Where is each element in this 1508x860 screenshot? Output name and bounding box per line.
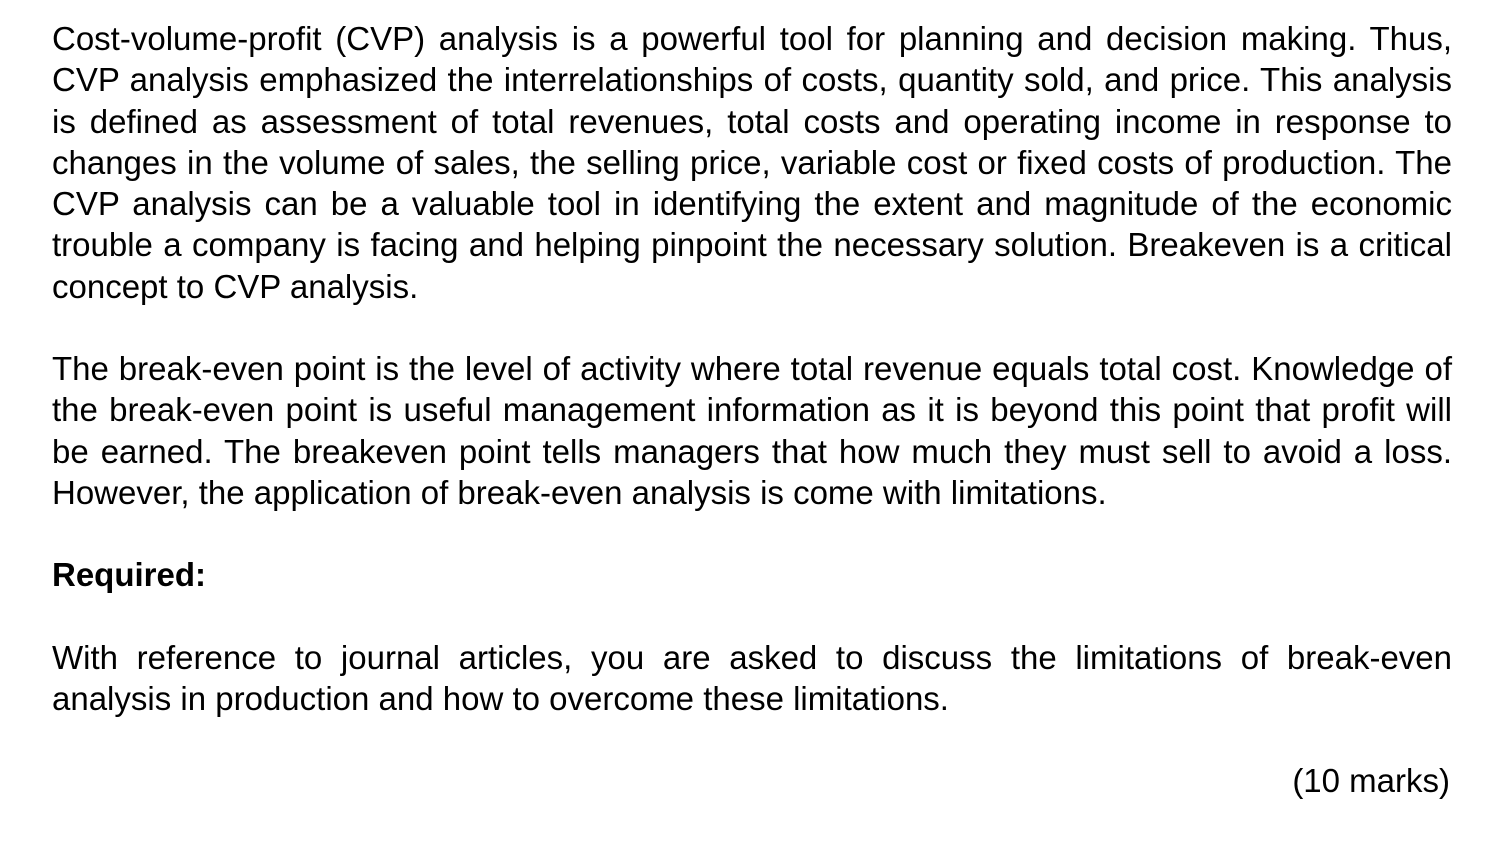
- required-heading: Required:: [52, 556, 207, 594]
- intro-paragraph: Cost-volume-profit (CVP) analysis is a powerful tool for planning and decision making. Thus, CVP analysis emphasized the interrelationships of costs, quantity sold, and price. This analysis is defined as assessment of total revenues, total costs and operating income in response to changes in the volume of sales, the selling price, variable cost or fixed costs of production. The CVP analysis can be a valuable tool in identifying the extent and magnitude of the economic trouble a company is facing and helping pinpoint the necessary solution. Breakeven is a critical concept to CVP analysis.: [52, 20, 1452, 305]
- marks-label: (10 marks): [1292, 762, 1450, 800]
- break-even-paragraph: The break-even point is the level of activity where total revenue equals total cost. Knowledge of the break-even point is useful management information as it is beyond this point that profit will be earned. The breakeven point tells managers that how much they must sell to avoid a loss. However, the application of break-even analysis is come with limitations.: [52, 350, 1452, 511]
- question-text: With reference to journal articles, you are asked to discuss the limitations of break-even analysis in production and how to overcome these limitations.: [52, 638, 1452, 717]
- document-page: [52, 18, 1452, 801]
